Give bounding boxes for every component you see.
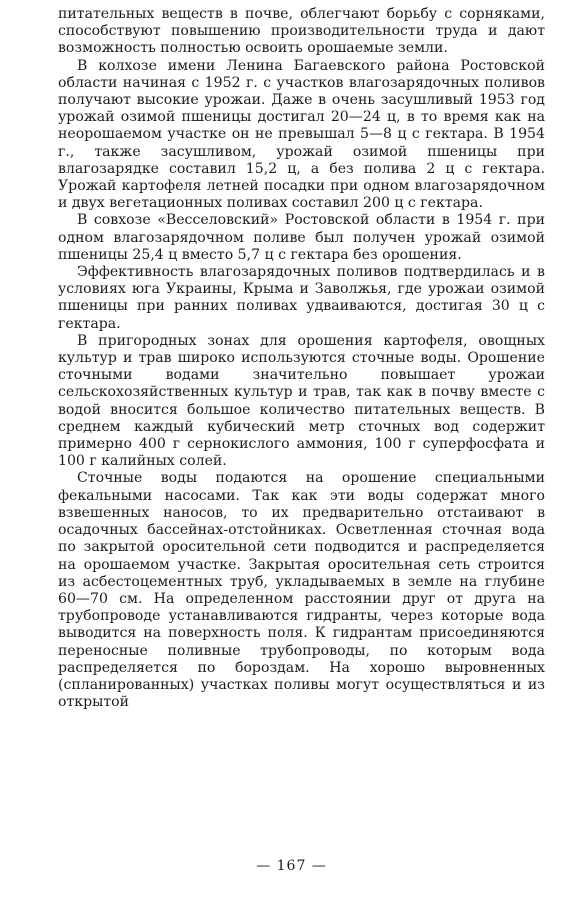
page-number: — 167 — — [256, 858, 327, 874]
paragraph-continuation: питательных веществ в почве, облегчают борьбу с сорняками, способствуют повышению производительности труда и дают возможность полностью освоить орошаемые земли. — [58, 6, 545, 57]
paragraph-wastewater: В пригородных зонах для орошения картофеля, овощных культур и трав широко используются сточные воды. Орошение сточными водами значительно повышает урожаи сельскохозяйственных культур и трав, так как в почву вместе с водой вносится большое количество питательных веществ. В среднем каждый кубический метр сточных вод содержит примерно 400 г сернокислого аммония, 100 г суперфосфата и 100 г калийных солей. — [58, 332, 545, 470]
paragraph-pumps: Сточные воды подаются на орошение специальными фекальными насосами. Так как эти воды содержат много взвешенных наносов, то их предварительно отстаивают в осадочных бассейнах-отстойниках. Осветленная сточная вода по закрытой оросительной сети подводится и распределяется на орошаемом участке. Закрытая оросительная сеть строится из асбестоцементных труб, укладываемых в земле на глубине 60—70 см. На определенном расстоянии друг от друга на трубопроводе устанавливаются гидранты, через которые вода выводится на поверхность поля. К гидрантам присоединяются переносные поливные трубопроводы, по которым вода распределяется по бороздам. На хорошо выровненных (спланированных) участках поливы могут осуществляться и из открытой — [58, 470, 545, 711]
paragraph-efficiency: Эффективность влагозарядочных поливов подтвердилась и в условиях юга Украины, Крыма и Заволжья, где урожаи озимой пшеницы при ранних поливах удваиваются, достигая 30 ц с гектара. — [58, 264, 545, 332]
paragraph-sovkhoz: В совхозе «Весселовский» Ростовской области в 1954 г. при одном влагозарядочном поливе был получен урожай озимой пшеницы 25,4 ц вместо 5,7 ц с гектара без орошения. — [58, 212, 545, 263]
paragraph-kolkhoz-lenin: В колхозе имени Ленина Багаевского района Ростовской области начиная с 1952 г. с участков влагозарядочных поливов получают высокие урожаи. Даже в очень засушливый 1953 год урожай озимой пшеницы достигал 20—24 ц, в то время как на неорошаемом участке он не превышал 5—8 ц с гектара. В 1954 г., также засушливом, урожай озимой пшеницы при влагозарядке составил 15,2 ц, а без полива 2 ц с гектара. Урожай картофеля летней посадки при одном влагозарядочном и двух вегетационных поливах составил 200 ц с гектара. — [58, 57, 545, 212]
body-text — [58, 6, 545, 711]
